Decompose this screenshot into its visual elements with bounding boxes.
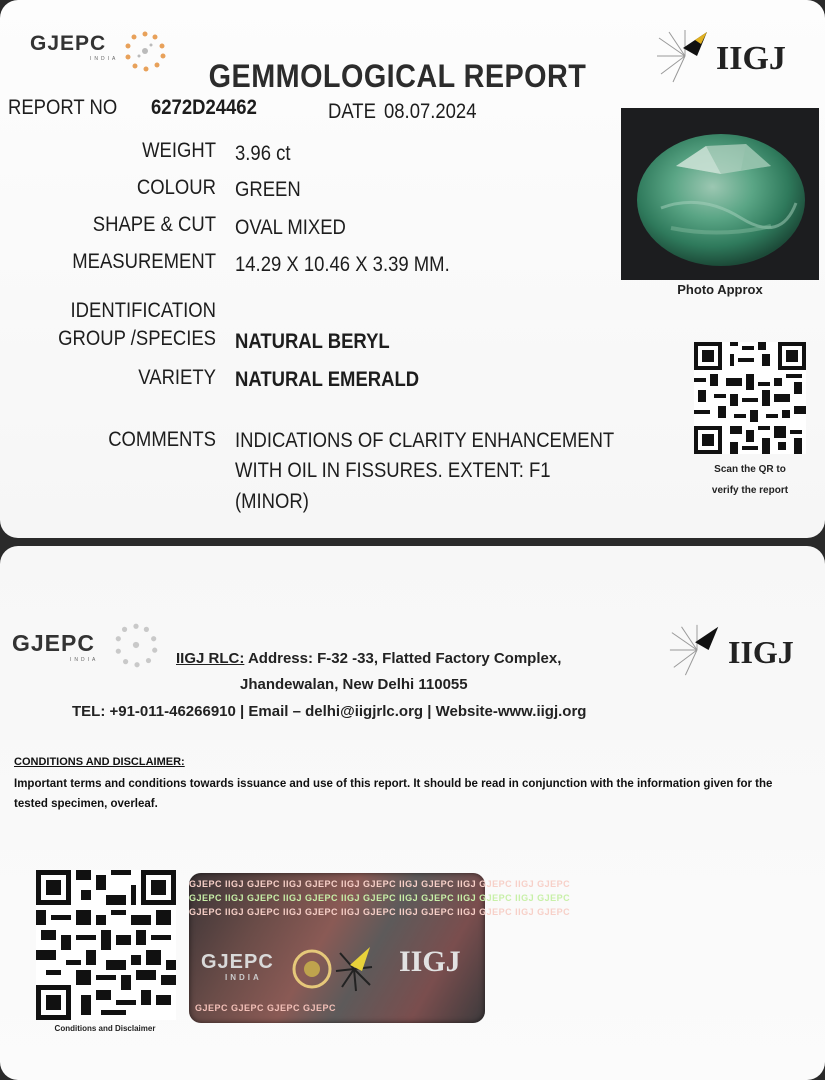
hologram-iigj: IIGJ [399,945,461,978]
weight-value: 3.96 ct [235,142,291,165]
date-label: DATE [328,100,376,123]
qr-caption-line-2: verify the report [711,485,789,496]
address-label: IIGJ RLC: [176,650,245,667]
address-text: Address: F-32 -33, Flatted Factory Complex, [244,650,562,667]
gjepc-logo-text: GJEPC [30,32,107,55]
conditions-text: Important terms and conditions towards issuance and use of this report. It should be read in conjunction with the information given for the tested specimen, overleaf. [14,778,773,810]
gjepc-logo-back-text: GJEPC [12,630,95,656]
report-title: GEMMOLOGICAL REPORT [208,58,587,94]
comments-label: COMMENTS [108,428,216,451]
comments-line-2: WITH OIL IN FISSURES. EXTENT: F1 [235,459,551,482]
hologram-gjepc: GJEPC [201,951,274,973]
iigj-burst-back-icon [668,622,726,678]
weight-label: WEIGHT [142,139,216,162]
gjepc-burst-back-icon [110,620,162,672]
conditions-heading: CONDITIONS AND DISCLAIMER: [14,756,185,768]
verify-qr-code[interactable] [694,341,806,455]
variety-label: VARIETY [138,366,216,389]
address-line-2: Jhandewalan, New Delhi 110055 [240,676,468,693]
report-back-card [0,546,825,1080]
hologram-emblem-icon [284,939,394,999]
gjepc-logo-back [12,630,98,663]
conditions-qr-caption: Conditions and Disclaimer [54,1024,156,1033]
hologram-gjepc-sub: INDIA [225,973,262,982]
hologram-row-3: GJEPC IIGJ GJEPC IIGJ GJEPC IIGJ GJEPC IIGJ GJEPC IIGJ GJEPC IIGJ GJEPC [189,907,571,917]
colour-value: GREEN [235,178,301,201]
group-species-value: NATURAL BERYL [235,330,390,353]
measurement-value: 14.29 X 10.46 X 3.39 MM. [235,253,450,276]
iigj-logo-text: IIGJ [716,40,786,77]
shape-cut-value: OVAL MIXED [235,216,346,239]
address-line-1 [176,650,561,667]
hologram-row-2: GJEPC IIGJ GJEPC IIGJ GJEPC IIGJ GJEPC IIGJ GJEPC IIGJ GJEPC IIGJ GJEPC [189,893,571,903]
security-hologram [189,873,571,1023]
gemstone-photo [621,108,819,280]
report-no-label: REPORT NO [8,96,118,119]
measurement-label: MEASUREMENT [72,250,216,273]
gjepc-logo-back-sub: INDIA [70,657,99,663]
report-front-card [0,0,825,538]
report-no-value: 6272D24462 [151,96,257,119]
variety-value: NATURAL EMERALD [235,368,420,391]
qr-caption [690,459,810,501]
conditions-qr-code[interactable] [36,870,176,1020]
shape-cut-label: SHAPE & CUT [92,213,216,236]
date-value: 08.07.2024 [384,100,477,123]
iigj-logo-back-text: IIGJ [728,634,794,670]
hologram-row-1: GJEPC IIGJ GJEPC IIGJ GJEPC IIGJ GJEPC IIGJ GJEPC IIGJ GJEPC IIGJ GJEPC [189,879,571,889]
comments-line-1: INDICATIONS OF CLARITY ENHANCEMENT [235,429,615,452]
comments-line-3: (MINOR) [235,490,309,513]
identification-label: IDENTIFICATION [70,299,217,322]
group-species-label: GROUP /SPECIES [58,327,217,350]
contact-line: TEL: +91-011-46266910 | Email – delhi@iigjrlc.org | Website-www.iigj.org [72,703,587,720]
colour-label: COLOUR [136,176,216,199]
emerald-image [621,108,819,280]
qr-caption-line-1: Scan the QR to [714,464,786,475]
gjepc-logo-sub: INDIA [90,56,119,62]
hologram-bottom-row: GJEPC GJEPC GJEPC GJEPC [195,1003,337,1013]
photo-caption: Photo Approx [677,282,763,297]
